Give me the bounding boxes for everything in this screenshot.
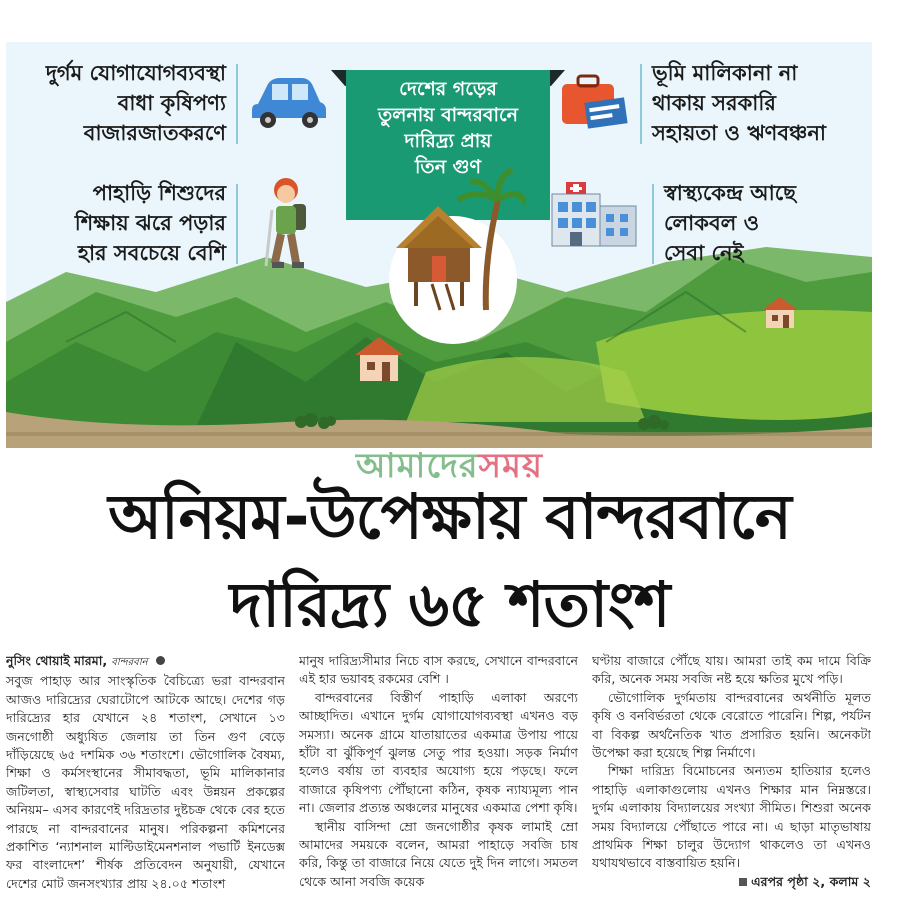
paragraph: বান্দরবানের বিস্তীর্ণ পাহাড়ি এলাকা অরণ্যে আচ্ছাদিত। এখানে দুর্গম যোগাযোগব্যবস্থা এখনও বড় সমস্যা। অনেক গ্রামে যাতায়াতের একমাত্র উপায় পায়ে হাঁটা বা ঝুঁকিপূর্ণ ঝুলন্ত সেতু পার হওয়া। সড়ক নির্মাণ হলেও বর্ষায় তা ব্যবহার অযোগ্য হয়ে পড়ছে। ফলে বাজারে কৃষিপণ্য পৌঁছানো কঠিন, কৃষক ন্যায্যমূল্য পান না। জেলার প্রত্যন্ত অঞ্চলের মানুষের একমাত্র পেশা কৃষি। xyxy=(299,689,578,816)
paragraph: মানুষ দারিদ্র্যসীমার নিচে বাস করছে, সেখানে বান্দরবানে এই হার ভয়াবহ রকমের বেশি । xyxy=(299,653,578,687)
article-column-3 xyxy=(592,652,871,914)
paragraph: ভৌগোলিক দুর্গমতায় বান্দরবানের অর্থনীতি মূলত কৃষি ও বনবির্ভরতা থেকে বেরোতে পারেনি। শিল্প, পর্যটন বা বিকল্প অর্থনৈতিক খাত প্রসারিত হয়নি। অনেকটা উপেক্ষা করা হয়েছে শিল্প নির্মাণে। xyxy=(592,689,871,761)
fact-land-ownership xyxy=(652,58,864,148)
fact-line: থাকায় সরকারি xyxy=(652,91,776,115)
paragraph: ঘণ্টায় বাজারে পৌঁছে যায়। আমরা তাই কম দামে বিক্রি করি, অনেক সময় সবজি নষ্ট হয়ে ক্ষতির মুখে পড়ি। xyxy=(592,653,871,687)
fact-line: স্বাস্থ্যকেন্দ্র আছে xyxy=(664,181,796,205)
headline-line-1: অনিয়ম-উপেক্ষায় বান্দরবানে xyxy=(108,480,791,553)
car-icon xyxy=(250,74,328,130)
square-bullet-icon xyxy=(739,878,747,886)
watermark-part1: আমাদের xyxy=(356,446,479,486)
briefcase-ticket-icon xyxy=(558,70,628,132)
fact-line: শিক্ষায় ঝরে পড়ার xyxy=(74,211,226,235)
continued-text: এরপর পৃষ্ঠা ২, কলাম ২ xyxy=(751,873,871,889)
divider xyxy=(236,184,238,264)
divider xyxy=(640,64,642,144)
house-icon xyxy=(351,335,407,383)
infographic xyxy=(6,42,872,448)
highlight-line: দেশের গড়ের xyxy=(399,78,497,100)
fact-line: লোকবল ও xyxy=(664,211,760,235)
byline-author: নুসিং থোয়াই মারমা, xyxy=(6,653,108,668)
fact-line: ভূমি মালিকানা না xyxy=(652,61,798,85)
article-column-1 xyxy=(6,652,285,914)
fact-line: পাহাড়ি শিশুদের xyxy=(92,181,226,205)
fact-line: হার সবচেয়ে বেশি xyxy=(77,241,226,265)
fact-health-center xyxy=(664,178,864,268)
hospital-icon xyxy=(546,178,640,250)
divider xyxy=(236,64,238,144)
hut-icon xyxy=(386,160,526,320)
article-column-2 xyxy=(299,652,578,914)
highlight-line: তুলনায় বান্দরবানে xyxy=(378,104,518,126)
bullet-dot xyxy=(156,656,165,665)
house-icon xyxy=(760,296,800,330)
fact-line: দুর্গম যোগাযোগব্যবস্থা xyxy=(45,61,226,85)
boy-hiker-icon xyxy=(262,176,312,272)
watermark-part2: সময় xyxy=(478,446,543,486)
highlight-line: তিন গুণ xyxy=(415,156,481,178)
fact-line: বাধা কৃষিপণ্য xyxy=(117,91,226,115)
headline-line-2: দারিদ্র্য ৬৫ শতাংশ xyxy=(229,568,670,641)
article-body xyxy=(6,652,872,914)
byline-place: বান্দরবান xyxy=(111,657,148,668)
paragraph: স্থানীয় বাসিন্দা ম্রো জনগোষ্ঠীর কৃষক লামাই ম্রো আমাদের সময়কে বলেন, আমরা পাহাড়ে সবজি চাষ করি, কিন্তু তা বাজারে নিয়ে যেতে দুই দিন লাগে। সমতল থেকে আনা সবজি কয়েক xyxy=(299,818,578,889)
fact-line: সহায়তা ও ঋণবঞ্চনা xyxy=(652,121,827,145)
highlight-line: দারিদ্র্য প্রায় xyxy=(404,130,492,152)
paragraph: সবুজ পাহাড় আর সাংস্কৃতিক বৈচিত্র্যে ভরা বান্দরবান আজও দারিদ্র্যের ঘেরাটোপে আটকে আছে। দেশের গড় দারিদ্র্যের হার যেখানে ২৪ শতাংশ, সেখানে ১৩ জনগোষ্ঠী অধ্যুষিত জেলায় তা তিন গুণ বেড়ে দাঁড়িয়েছে ৬৫ দশমিক ৩৬ শতাংশে। ভৌগোলিক বৈষম্য, শিক্ষা ও কর্মসংস্থানের সীমাবদ্ধতা, ভূমি মালিকানার জটিলতা, স্বাস্থ্যসেবার ঘাটতি এবং উন্নয়ন প্রকল্পের অনিয়ম– এসব কারণেই দরিদ্রতার দুষ্টচক্র থেকে বের হতে পারছে না বান্দরবানের মানুষ। পরিকল্পনা কমিশনের প্রকাশিত ‘ন্যাশনাল মাল্টিডাইমেনশনাল পভার্টি ইনডেক্স ফর বাংলাদেশ’ শীর্ষক প্রতিবেদন অনুযায়ী, যেখানে দেশের মোট জনসংখ্যার প্রায় ২৪.০৫ শতাংশ xyxy=(6,673,285,891)
paragraph: শিক্ষা দারিদ্র্য বিমোচনের অন্যতম হাতিয়ার হলেও পাহাড়ি এলাকাগুলোয় এখনও শিক্ষার মান নিম্নস্তরে। দুর্গম এলাকায় বিদ্যালয়ের সংখ্যা সীমিত। শিশুরা অনেক সময় বিদ্যালয়ে পৌঁছাতে পারে না। এ ছাড়া মাতৃভাষায় প্রাথমিক শিক্ষা চালুর উদ্যোগ থাকলেও তা এখনও যথাযথভাবে বাস্তবায়িত হয়নি। xyxy=(592,763,871,871)
divider xyxy=(652,184,654,264)
byline xyxy=(6,652,285,672)
fact-children-education xyxy=(14,178,226,268)
fact-line: সেবা নেই xyxy=(664,241,744,265)
continued-note xyxy=(592,873,871,891)
fact-line: বাজারজাতকরণে xyxy=(83,121,226,145)
fact-communication xyxy=(14,58,226,148)
